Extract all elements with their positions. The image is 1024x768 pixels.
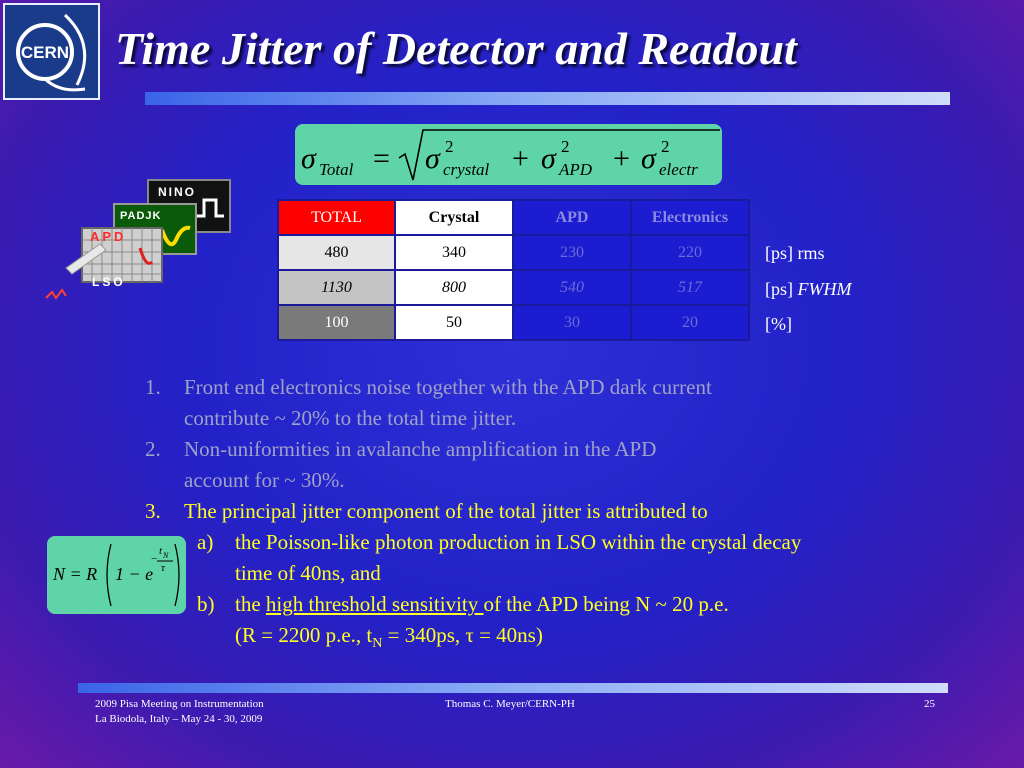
list-number: 2. [145,437,161,461]
table-cell: 340 [395,235,513,270]
header-apd: APD [513,200,631,235]
table-cell: 230 [513,235,631,270]
eq-exp-num: t [159,545,163,557]
footer-author: Thomas C. Meyer/CERN-PH [445,698,575,710]
list-text: The principal jitter component of the total jitter is attributed to [184,499,708,523]
table-cell: 220 [631,235,749,270]
list-number: 3. [145,499,161,523]
table-cell: 20 [631,305,749,340]
padjk-label: PADJK [120,210,162,222]
sub-b-underlined: high threshold sensitivity [265,592,484,616]
sigma-crystal: σ [425,142,440,175]
total-sub: Total [319,160,354,179]
sub-letter: b) [197,592,215,616]
explanation-list [145,372,965,651]
sub-letter: a) [197,530,214,554]
sub-b-pre: the [235,592,266,616]
apd-label: APD [90,229,127,244]
header-crystal: Crystal [395,200,513,235]
eq-exp-minus: − [151,553,158,565]
eq-lhs: N = R [53,564,98,584]
list-text: account for ~ 30%. [184,468,345,492]
sub-item-b [145,589,965,620]
sigma-apd: σ [541,142,556,175]
title-rule [145,92,950,105]
header-electronics: Electronics [631,200,749,235]
list-item-2 [145,434,965,465]
equals-sign: = [373,142,390,175]
footer-event: 2009 Pisa Meeting on Instrumentation [95,698,264,710]
sub-item-a-cont [145,558,965,589]
table-row [278,270,749,305]
exp-crystal: 2 [445,137,454,156]
list-number: 1. [145,375,161,399]
table-cell: 100 [278,305,395,340]
left-paren [107,544,111,606]
sub-b-post: of the APD being N ~ 20 p.e. [483,592,729,616]
table-header-row [278,200,749,235]
footer-rule [78,683,948,693]
sub-text [235,620,543,659]
plus-1: + [512,142,529,175]
table-row [278,235,749,270]
sub-b-line2-sub: N [372,636,383,652]
jitter-formula [295,124,722,185]
poisson-equation [47,536,186,614]
sub-text: the Poisson-like photon production in LSO within the crystal decay [235,530,802,554]
footer-left [95,697,264,727]
unit-fwhm-word: FWHM [797,279,852,299]
list-text: Front end electronics noise together with the APD dark current [184,375,712,399]
unit-percent: [%] [765,314,792,334]
page-number: 25 [924,698,935,710]
list-item-1-cont [145,403,965,434]
table-cell: 30 [513,305,631,340]
sub-text [235,589,729,620]
table-cell: 50 [395,305,513,340]
unit-rms: [ps] rms [765,243,825,263]
sub-text: time of 40ns, and [235,561,381,585]
sub-item-a [145,527,965,558]
table-cell: 480 [278,235,395,270]
sub-b-line2-pre: (R = 2200 p.e., t [235,623,373,647]
footer-location: La Biodola, Italy – May 24 - 30, 2009 [95,713,263,725]
electr-sub: electr [659,160,698,179]
list-item-2-cont [145,465,965,496]
list-item-1 [145,372,965,403]
eq-one-minus-e: 1 − e [115,564,154,584]
unit-fwhm [765,279,851,300]
table-cell: 540 [513,270,631,305]
exp-electr: 2 [661,137,670,156]
detector-illustration [40,178,240,308]
list-text: Non-uniformities in avalanche amplification in the APD [184,437,657,461]
nino-label: NINO [158,185,196,199]
table-cell: 1130 [278,270,395,305]
list-item-3 [145,496,965,527]
sigma-total: σ [301,142,316,175]
gamma-ray-icon [46,290,66,298]
plus-2: + [613,142,630,175]
table-cell: 517 [631,270,749,305]
unit-fwhm-prefix: [ps] [765,279,798,299]
list-text: contribute ~ 20% to the total time jitter. [184,406,517,430]
slide-title: Time Jitter of Detector and Readout [115,23,797,74]
eq-exp-num-sub: N [163,551,169,560]
eq-exp-den: τ [161,562,165,574]
cern-logo-graphic [5,5,98,98]
logo-text: CERN [20,43,70,62]
sub-item-b-cont [145,620,965,651]
right-paren [175,544,179,606]
lso-label: LSO [92,275,126,289]
crystal-sub: crystal [443,160,490,179]
apd-sub: APD [559,160,593,179]
table-cell: 800 [395,270,513,305]
table-row [278,305,749,340]
sigma-electr: σ [641,142,656,175]
sub-b-line2-post: = 340ps, τ = 40ns) [382,623,543,647]
exp-apd: 2 [561,137,570,156]
header-total: TOTAL [278,200,395,235]
jitter-table [277,199,750,341]
cern-logo [3,3,100,100]
